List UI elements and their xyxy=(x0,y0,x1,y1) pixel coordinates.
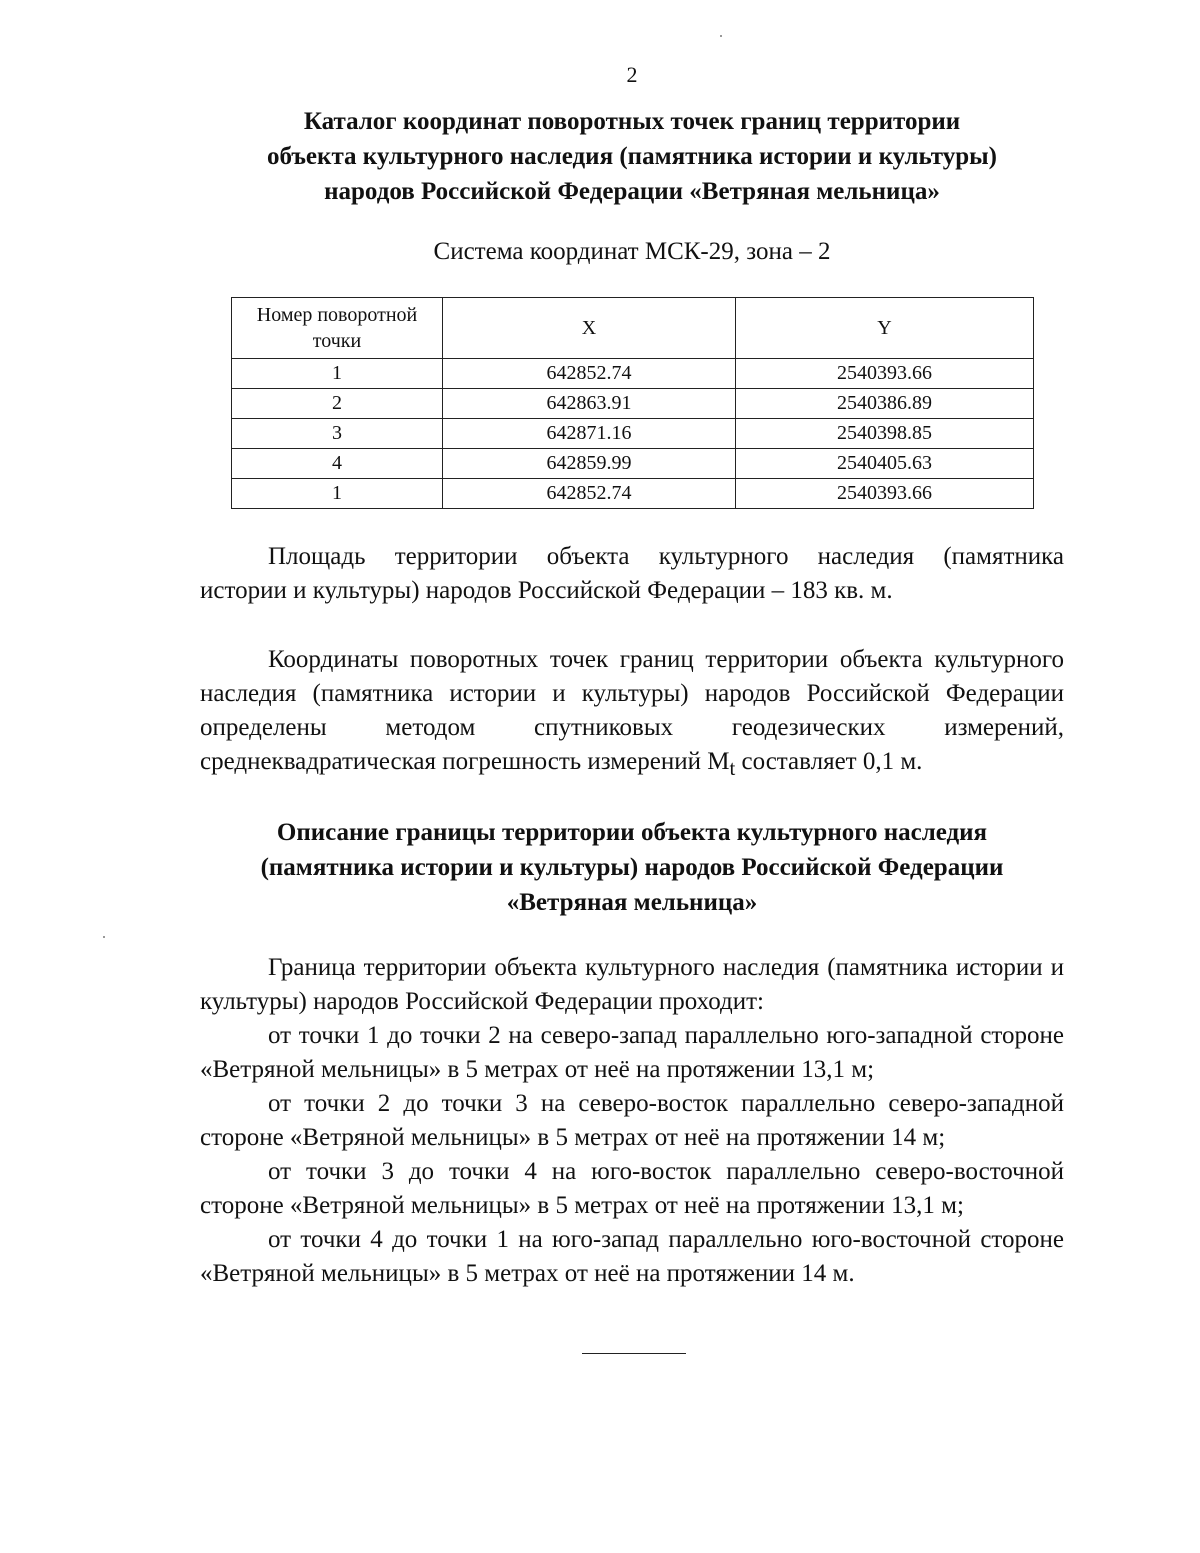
cell-point: 1 xyxy=(232,359,443,389)
method-paragraph xyxy=(200,643,1064,785)
coordinates-table xyxy=(231,297,1034,509)
cell-x: 642859.99 xyxy=(443,449,736,479)
header-point-number xyxy=(232,298,443,359)
boundary-intro: Граница территории объекта культурного наследия (памятника истории и культуры) народов Российской Федерации проходит: xyxy=(200,954,1064,1015)
description-title-line: (памятника истории и культуры) народов Российской Федерации xyxy=(260,854,1004,881)
cell-point: 4 xyxy=(232,449,443,479)
boundary-segment: от точки 4 до точки 1 на юго-запад параллельно юго-восточной стороне «Ветряной мельницы» в 5 метрах от неё на протяжении 14 м. xyxy=(200,1226,1064,1287)
cell-y: 2540386.89 xyxy=(736,389,1034,419)
catalog-title-line: объекта культурного наследия (памятника истории и культуры) xyxy=(266,143,997,170)
header-point-line2: точки xyxy=(312,330,362,352)
catalog-title xyxy=(200,104,1064,209)
description-title-line: Описание границы территории объекта культурного наследия xyxy=(276,819,988,846)
catalog-title-line: Каталог координат поворотных точек границ территории xyxy=(303,108,961,135)
cell-point: 3 xyxy=(232,419,443,449)
cell-point: 1 xyxy=(232,479,443,509)
description-title-line: «Ветряная мельница» xyxy=(506,889,758,916)
paragraph-line xyxy=(200,745,1064,785)
boundary-segment: от точки 3 до точки 4 на юго-восток параллельно северо-восточной стороне «Ветряной мельницы» в 5 метрах от неё на протяжении 13,1 м; xyxy=(200,1158,1064,1219)
table-row xyxy=(232,479,1034,509)
cell-x: 642871.16 xyxy=(443,419,736,449)
scan-speck xyxy=(720,35,722,37)
paragraph-line: истории и культуры) народов Российской Федерации – 183 кв. м. xyxy=(200,577,893,604)
scan-speck xyxy=(103,936,105,938)
cell-point: 2 xyxy=(232,389,443,419)
paragraph-line: Площадь территории объекта культурного наследия (памятника xyxy=(268,543,1064,570)
boundary-segment: от точки 1 до точки 2 на северо-запад параллельно юго-западной стороне «Ветряной мельницы» в 5 метрах от неё на протяжении 13,1 м; xyxy=(200,1022,1064,1083)
cell-y: 2540393.66 xyxy=(736,479,1034,509)
paragraph-line: Координаты поворотных точек границ территории объекта культурного xyxy=(268,646,1064,673)
paragraph-line: определены методом спутниковых геодезических измерений, xyxy=(200,714,1064,741)
page-number: 2 xyxy=(626,62,638,87)
cell-y: 2540405.63 xyxy=(736,449,1034,479)
header-y: Y xyxy=(736,298,1034,359)
boundary-segment: от точки 2 до точки 3 на северо-восток параллельно северо-западной стороне «Ветряной мельницы» в 5 метрах от неё на протяжении 14 м; xyxy=(200,1090,1064,1151)
header-point-line1: Номер поворотной xyxy=(256,304,418,326)
cell-x: 642863.91 xyxy=(443,389,736,419)
cell-y: 2540393.66 xyxy=(736,359,1034,389)
header-x: X xyxy=(443,298,736,359)
error-text-start: среднеквадратическая погрешность измерений M xyxy=(200,748,730,775)
cell-x: 642852.74 xyxy=(443,359,736,389)
table-row xyxy=(232,449,1034,479)
coordinate-system: Система координат МСК-29, зона – 2 xyxy=(433,238,831,265)
area-paragraph xyxy=(200,540,1064,608)
table-header-row xyxy=(232,298,1034,359)
table-row xyxy=(232,389,1034,419)
table-row xyxy=(232,359,1034,389)
boundary-description xyxy=(200,951,1064,1291)
table-row xyxy=(232,419,1034,449)
description-title xyxy=(200,815,1064,920)
end-separator xyxy=(582,1353,686,1354)
error-subscript: t xyxy=(729,756,736,780)
cell-x: 642852.74 xyxy=(443,479,736,509)
error-text-end: составляет 0,1 м. xyxy=(735,748,923,775)
catalog-title-line: народов Российской Федерации «Ветряная мельница» xyxy=(324,178,940,205)
cell-y: 2540398.85 xyxy=(736,419,1034,449)
paragraph-line: наследия (памятника истории и культуры) народов Российской Федерации xyxy=(200,680,1064,707)
